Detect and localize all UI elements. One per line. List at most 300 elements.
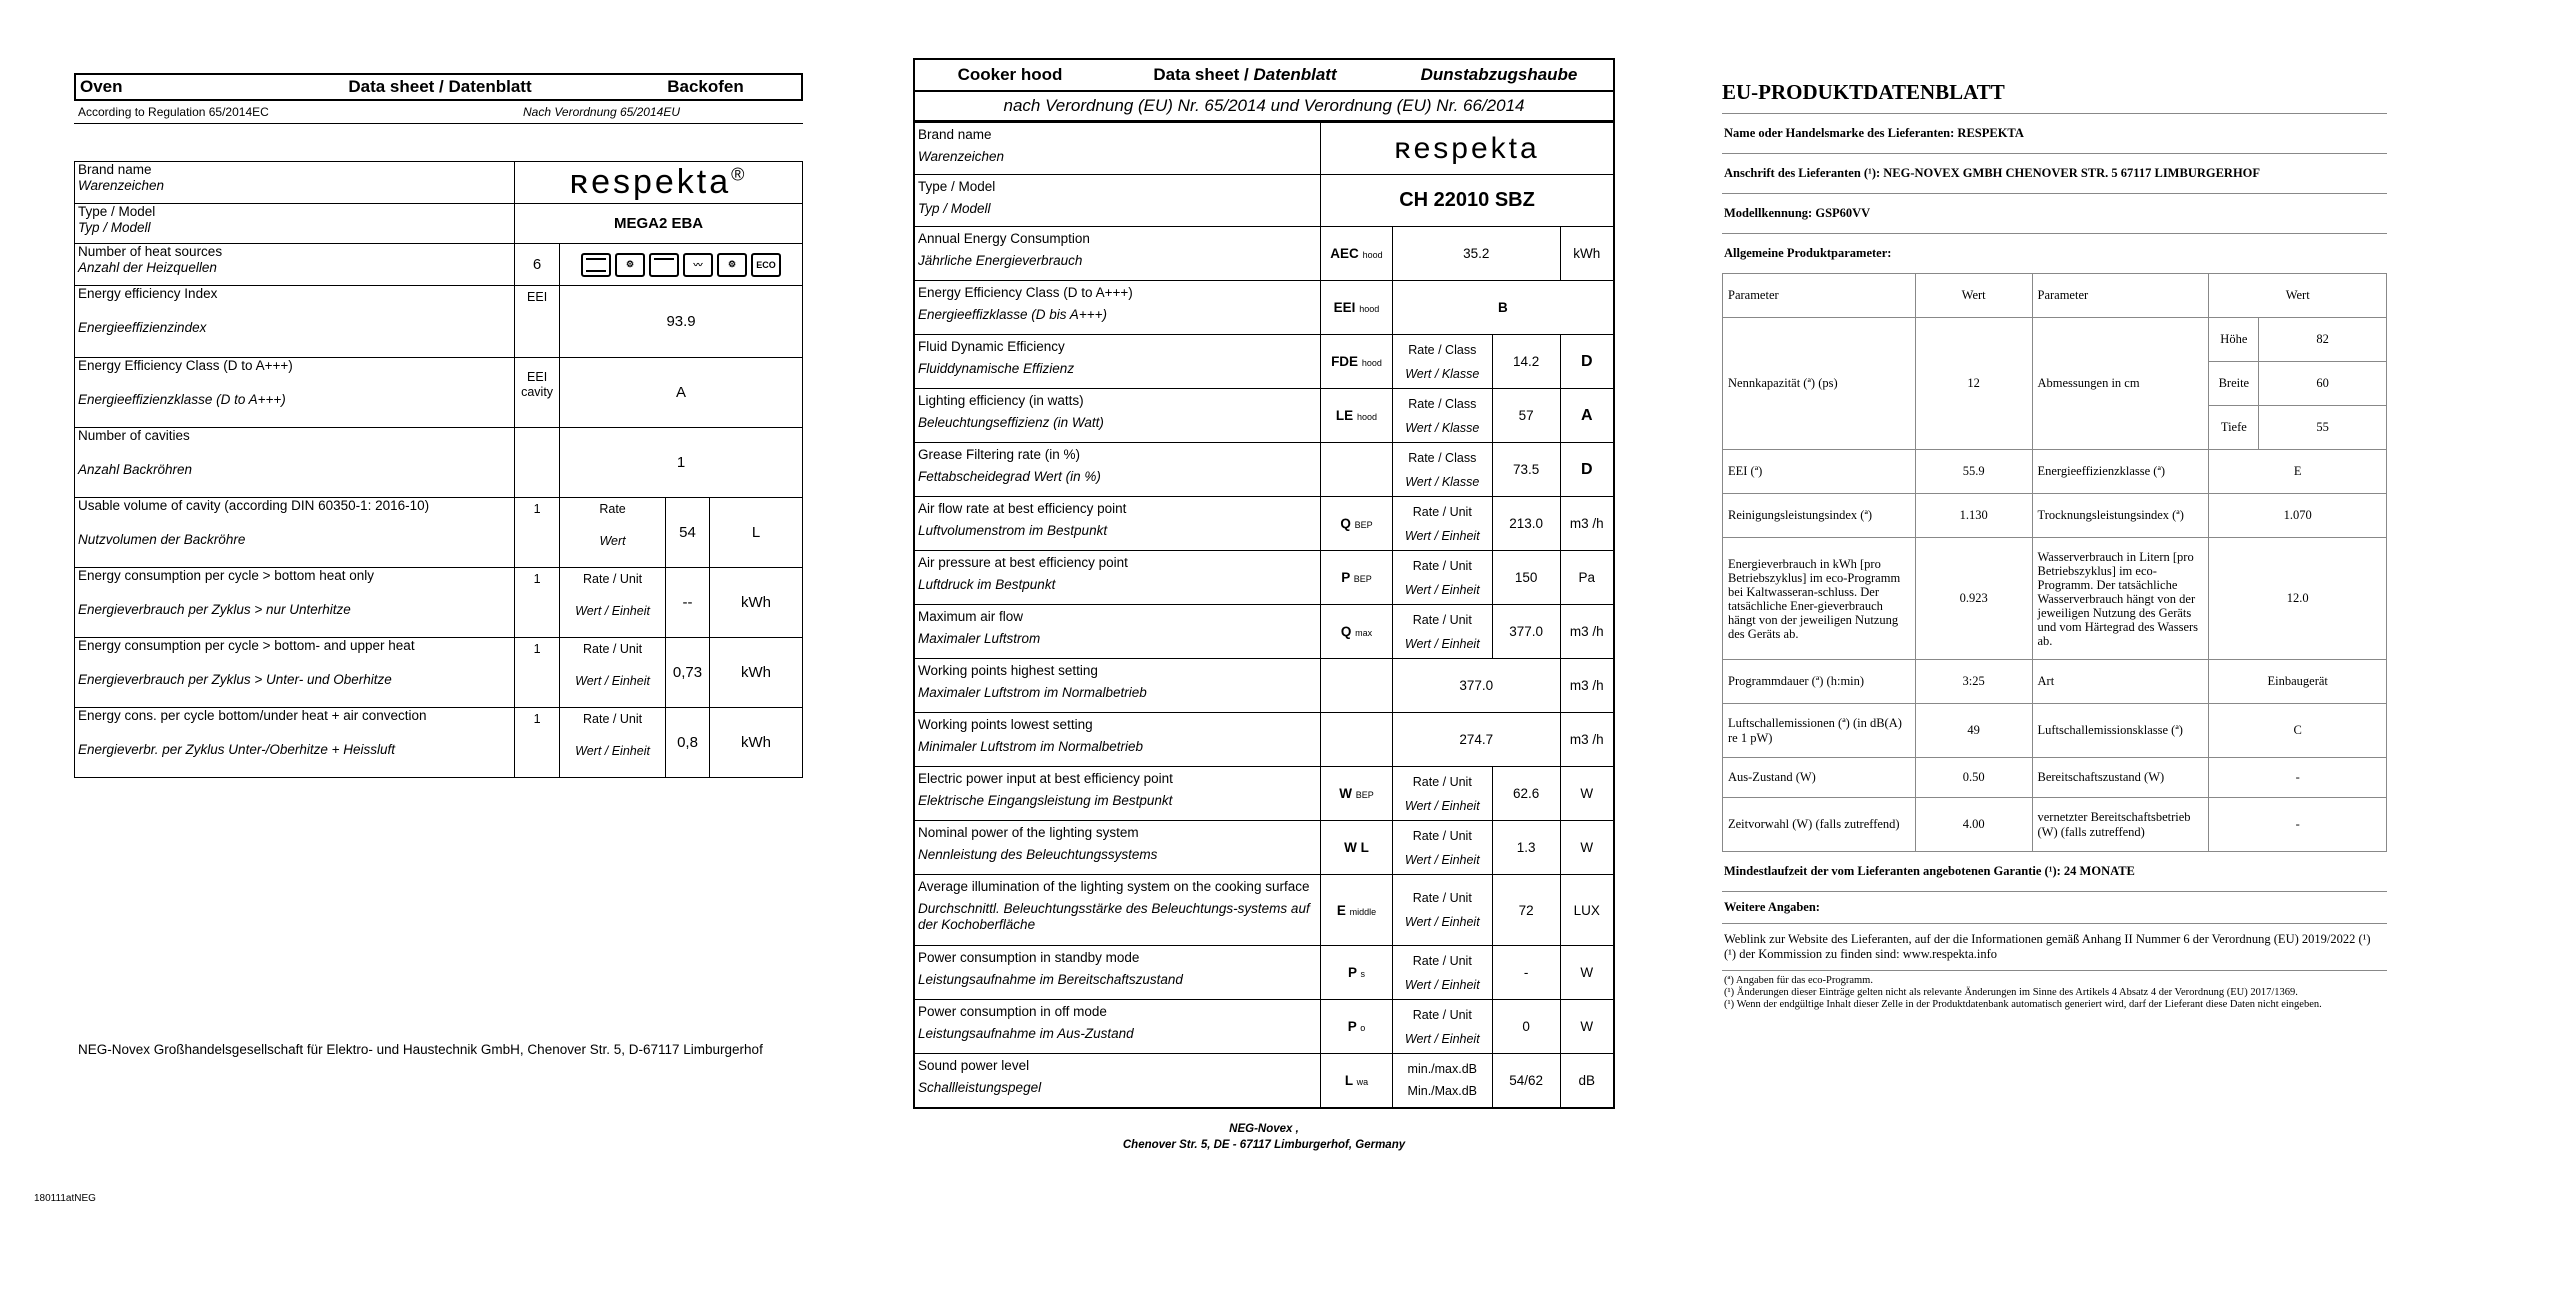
label-en: Annual Energy Consumption: [918, 231, 1090, 246]
oven-title-bar: [74, 73, 803, 101]
row-value: 54/62: [1492, 1054, 1560, 1108]
oven-row-brand: [75, 162, 803, 204]
ec1-value: --: [666, 568, 710, 638]
breite-label: Breite: [2209, 362, 2259, 406]
hood-footer-line1: NEG-Novex ,: [1229, 1122, 1299, 1135]
tli-label: Trocknungsleistungsindex (ª): [2032, 494, 2209, 538]
hood-cell: [914, 443, 1321, 497]
label-en: Type / Model: [78, 204, 156, 219]
label-de: Energieverbrauch per Zyklus > Unter- und Oberhitze: [78, 672, 392, 687]
label-de: Minimaler Luftstrom im Normalbetrieb: [918, 739, 1144, 754]
hood-regulation: nach Verordnung (EU) Nr. 65/2014 und Verordnung (EU) Nr. 66/2014: [913, 92, 1615, 122]
hood-title-center-a: Data sheet /: [1153, 65, 1254, 84]
garantie-label: Mindestlaufzeit der vom Lieferanten angebotenen Garantie (¹):: [1724, 864, 2064, 878]
oven-row-volume: [75, 498, 803, 568]
oven-row-ec2: [75, 638, 803, 708]
hood-cell: [1392, 335, 1492, 389]
ev-label: Energieverbrauch in kWh [pro Betriebszyklus] im eco-Programm bei Kaltwasseran-schluss. Der tatsächliche Ener-gieverbrauch hängt von der jeweiligen Nutzung des Geräts ab.: [1723, 538, 1916, 660]
label-de: Nutzvolumen der Backröhre: [78, 532, 246, 547]
cavities-value: 1: [560, 428, 803, 498]
label-de: Leistungsaufnahme im Aus-Zustand: [918, 1026, 1134, 1041]
label-de: Luftvolumenstrom im Bestpunkt: [918, 523, 1108, 538]
wert-label: Wert: [599, 534, 626, 548]
label-de: Maximaler Luftstrom im Normalbetrieb: [918, 685, 1147, 700]
wert-einheit-label: Wert / Einheit: [575, 604, 650, 618]
row-unit: W: [1560, 1000, 1614, 1054]
row-symbol: W: [1339, 786, 1352, 801]
row-unit: kWh: [1560, 227, 1614, 281]
hood-title-left: Cooker hood: [957, 65, 1063, 84]
hood-cell: [1392, 389, 1492, 443]
label-en: Energy consumption per cycle > bottom- and upper heat: [78, 638, 415, 653]
row-symbol-sub: s: [1360, 969, 1365, 979]
label-en: Average illumination of the lighting system on the cooking surface: [918, 879, 1310, 894]
oven-title-left: Oven: [80, 77, 123, 96]
eei-label: EEI (ª): [1723, 450, 1916, 494]
oven-row-cavities: [75, 428, 803, 498]
hood-row: [914, 821, 1614, 875]
row-symbol: Q: [1340, 624, 1352, 639]
hood-table: [913, 122, 1615, 1109]
label-en: Sound power level: [918, 1058, 1030, 1073]
oven-row-eei: [75, 286, 803, 358]
hood-row: [914, 335, 1614, 389]
row-value: 73.5: [1492, 443, 1560, 497]
rate-unit-label: Rate / Unit: [1412, 1007, 1472, 1022]
rate-unit-label: Rate / Unit: [1412, 953, 1472, 968]
rate-unit-label: Rate / Unit: [583, 642, 643, 656]
row-value: 274.7: [1392, 713, 1560, 767]
hood-row: [914, 281, 1614, 335]
hood-cell: [1392, 1000, 1492, 1054]
row-unit: m3 /h: [1560, 659, 1614, 713]
row-symbol-sub: hood: [1362, 250, 1383, 260]
hood-cell: [914, 227, 1321, 281]
label-de: Energieverbrauch per Zyklus > nur Unterhitze: [78, 602, 351, 617]
label-de: Warenzeichen: [918, 149, 1005, 164]
hood-cell: [1321, 605, 1393, 659]
rate-class-label: Rate / Class: [1408, 342, 1477, 357]
oven-model: MEGA2 EBA: [515, 204, 803, 244]
hood-cell: [914, 659, 1321, 713]
hood-cell: [1321, 713, 1393, 767]
hood-row: [914, 946, 1614, 1000]
label-de: Warenzeichen: [78, 178, 165, 193]
hood-title-bar: [913, 58, 1615, 92]
oven-row-model: [75, 204, 803, 244]
rate-label: Rate: [599, 502, 626, 516]
label-de: Energieeffizienzklasse (D to A+++): [78, 392, 286, 407]
address-label: Anschrift des Lieferanten (¹):: [1724, 166, 1884, 180]
row-symbol: E: [1336, 902, 1346, 918]
ec1-count: 1: [515, 568, 560, 638]
hood-row: [914, 227, 1614, 281]
hood-cell: [1321, 497, 1393, 551]
wert-einheit-label: Wert / Einheit: [1404, 1031, 1480, 1046]
hood-row: [914, 1000, 1614, 1054]
heat-value: 6: [515, 244, 560, 286]
label-en: Brand name: [918, 127, 992, 142]
footnote-1: (ª) Angaben für das eco-Programm.: [1724, 975, 1873, 986]
minmax-label-2: Min./Max.dB: [1407, 1084, 1478, 1099]
brand-logo: ʀespekta®: [515, 162, 803, 204]
oven-row-eec: [75, 358, 803, 428]
rli-label: Reinigungsleistungsindex (ª): [1723, 494, 1916, 538]
supplier-label: Name oder Handelsmarke des Lieferanten:: [1724, 126, 1958, 140]
label-en: Energy consumption per cycle > bottom heat only: [78, 568, 375, 583]
row-value: 0: [1492, 1000, 1560, 1054]
zv-value: 4.00: [1915, 798, 2032, 852]
eu-address: [1722, 154, 2387, 194]
wv-label: Wasserverbrauch in Litern [pro Betriebszyklus] im eco-Programm. Der tatsächliche Wasserverbrauch hängt von der jeweiligen Nutzung des Geräts und vom Härtegrad des Wassers ab.: [2032, 538, 2209, 660]
label-en: Brand name: [78, 162, 152, 177]
hood-title-center: [1105, 65, 1385, 85]
row-symbol-sub: BEP: [1354, 520, 1373, 530]
row-unit: m3 /h: [1560, 713, 1614, 767]
label-de: Typ / Modell: [918, 201, 991, 216]
eec-label: EEI cavity: [515, 358, 560, 428]
row-symbol: L: [1344, 1072, 1353, 1088]
hood-footer-line2: Chenover Str. 5, DE - 67117 Limburgerhof, Germany: [1122, 1138, 1406, 1151]
rate-unit-label: Rate / Unit: [1412, 774, 1472, 789]
hood-cell: [1321, 227, 1393, 281]
tiefe-label: Tiefe: [2209, 406, 2259, 450]
rate-unit-label: Rate / Unit: [583, 712, 643, 726]
oven-table: [74, 161, 803, 778]
hood-cell: [914, 551, 1321, 605]
label-de: Maximaler Luftstrom: [918, 631, 1041, 646]
bottom-heat-icon: [649, 253, 679, 277]
hood-cell: [1321, 335, 1393, 389]
row-symbol-sub: middle: [1349, 906, 1377, 917]
hood-row: [914, 1054, 1614, 1108]
label-en: Usable volume of cavity (according DIN 60350-1: 2016-10): [78, 498, 430, 513]
document-code: 180111atNEG: [34, 1193, 96, 1204]
wv-value: 12.0: [2209, 538, 2387, 660]
hood-row: [914, 605, 1614, 659]
label-en: Nominal power of the lighting system: [918, 825, 1139, 840]
hood-row: [914, 875, 1614, 946]
oven-row-ec1: [75, 568, 803, 638]
eek-label: Energieeffizienzklasse (ª): [2032, 450, 2209, 494]
hood-cell: [1321, 875, 1393, 946]
row-symbol: W L: [1344, 840, 1369, 855]
aus-label: Aus-Zustand (W): [1723, 758, 1916, 798]
nenn-label: Nennkapazität (ª) (ps): [1723, 318, 1916, 450]
label-de: Fettabscheidegrad Wert (in %): [918, 469, 1101, 484]
hoehe-value: 82: [2259, 318, 2387, 362]
row-value: -: [1492, 946, 1560, 1000]
label-en: Air pressure at best efficiency point: [918, 555, 1128, 570]
row-unit: W: [1560, 767, 1614, 821]
hood-cell: [1392, 443, 1492, 497]
hood-row: [914, 443, 1614, 497]
rate-unit-label: Rate / Unit: [1412, 891, 1472, 905]
wert-klasse-label: Wert / Klasse: [1405, 474, 1480, 489]
oven-title-center: Data sheet / Datenblatt: [348, 77, 532, 96]
row-unit: W: [1560, 946, 1614, 1000]
hood-cell: [1321, 767, 1393, 821]
hood-cell: [1321, 281, 1393, 335]
convection-icon: ⚙: [717, 253, 747, 277]
ec2-unit: kWh: [710, 638, 803, 708]
row-value: 72: [1492, 875, 1560, 946]
hood-model: CH 22010 SBZ: [1321, 175, 1614, 227]
heat-icons: [560, 244, 803, 286]
minmax-label: min./max.dB: [1407, 1062, 1478, 1077]
label-de: Energieeffizklasse (D bis A+++): [918, 307, 1107, 322]
hood-row-brand: [914, 123, 1614, 175]
label-de: Nennleistung des Beleuchtungssystems: [918, 847, 1158, 862]
label-de: Durchschnittl. Beleuchtungsstärke des Beleuchtungs-systems auf der Kochoberfläche: [918, 901, 1310, 932]
row-unit: W: [1560, 821, 1614, 875]
supplier-value: RESPEKTA: [1957, 126, 2024, 140]
hood-cell: [914, 497, 1321, 551]
row-symbol-sub: hood: [1356, 412, 1377, 422]
label-de: Beleuchtungseffizienz (in Watt): [918, 415, 1104, 430]
wert-einheit-label: Wert / Einheit: [1404, 977, 1480, 992]
lsk-value: C: [2209, 704, 2387, 758]
row-value: 1.3: [1492, 821, 1560, 875]
wert-einheit-label: Wert / Einheit: [1404, 528, 1480, 543]
vb-value: -: [2209, 798, 2387, 852]
row-value: 150: [1492, 551, 1560, 605]
vb-label: vernetzter Bereitschaftsbetrieb (W) (falls zutreffend): [2032, 798, 2209, 852]
nenn-value: 12: [1915, 318, 2032, 450]
header-wert: Wert: [1915, 274, 2032, 318]
eu-weblink: Weblink zur Website des Lieferanten, auf der die Informationen gemäß Anhang II Nummer 6 der Verordnung (EU) 2019/2022 (¹) (¹) der Kommission zu finden sind: www.respekta.info: [1722, 924, 2387, 971]
footnote-2: (¹) Änderungen dieser Einträge gelten nicht als relevante Änderungen im Sinne des Artikels 4 Absatz 4 der Verordnung (EU) 2017/1369.: [1724, 987, 2298, 998]
row-symbol: P: [1341, 570, 1350, 585]
zv-label: Zeitvorwahl (W) (falls zutreffend): [1723, 798, 1916, 852]
ec3-unit: kWh: [710, 708, 803, 778]
row-symbol-sub: hood: [1359, 304, 1380, 314]
model-label: Modellkennung:: [1724, 206, 1816, 220]
ber-value: -: [2209, 758, 2387, 798]
pd-label: Programmdauer (ª) (h:min): [1723, 660, 1916, 704]
row-value: 35.2: [1392, 227, 1560, 281]
rli-value: 1.130: [1915, 494, 2032, 538]
row-symbol: EEI: [1333, 300, 1356, 315]
lse-label: Luftschallemissionen (ª) (in dB(A) re 1 pW): [1723, 704, 1916, 758]
hood-cell: [1321, 821, 1393, 875]
hood-cell: [914, 1054, 1321, 1108]
volume-unit: L: [710, 498, 803, 568]
row-unit: A: [1560, 389, 1614, 443]
tli-value: 1.070: [2209, 494, 2387, 538]
label-de: Anzahl Backröhren: [78, 462, 193, 477]
hood-row: [914, 713, 1614, 767]
footnote-3: (¹) Wenn der endgültige Inhalt dieser Zelle in der Produktdatenbank automatisch generiert wird, darf der Lieferant diese Daten nicht eingeben.: [1724, 999, 2322, 1010]
hood-cell: [1392, 605, 1492, 659]
rate-unit-label: Rate / Unit: [1412, 504, 1472, 519]
label-en: Electric power input at best efficiency point: [918, 771, 1173, 786]
ec2-value: 0,73: [666, 638, 710, 708]
eco-icon: ECO: [751, 253, 781, 277]
header-param-2: Parameter: [2032, 274, 2209, 318]
wert-einheit-label: Wert / Einheit: [1404, 582, 1480, 597]
hood-cell: [1392, 875, 1492, 946]
hood-cell: [1321, 1054, 1393, 1108]
hood-cell: [1321, 443, 1393, 497]
label-de: Energieeffizienzindex: [78, 320, 207, 335]
abm-label: Abmessungen in cm: [2032, 318, 2209, 450]
rate-unit-label: Rate / Unit: [1412, 612, 1472, 627]
hood-footer: [913, 1121, 1615, 1153]
label-en: Number of heat sources: [78, 244, 223, 259]
label-en: Air flow rate at best efficiency point: [918, 501, 1127, 516]
pd-value: 3:25: [1915, 660, 2032, 704]
label-en: Working points highest setting: [918, 663, 1098, 678]
lse-value: 49: [1915, 704, 2032, 758]
hood-row: [914, 497, 1614, 551]
label-de: Jährliche Energieverbrauch: [918, 253, 1083, 268]
header-param: Parameter: [1723, 274, 1916, 318]
label-en: Number of cavities: [78, 428, 190, 443]
hood-cell: [1392, 551, 1492, 605]
rate-unit-label: Rate / Unit: [1412, 828, 1472, 843]
hood-title-center-b: Datenblatt: [1253, 65, 1337, 84]
row-value: 62.6: [1492, 767, 1560, 821]
hood-cell: [1321, 551, 1393, 605]
eek-value: E: [2209, 450, 2387, 494]
row-symbol-sub: hood: [1361, 358, 1382, 368]
hood-cell: [914, 281, 1321, 335]
label-en: Power consumption in off mode: [918, 1004, 1107, 1019]
ev-value: 0.923: [1915, 538, 2032, 660]
volume-count: 1: [515, 498, 560, 568]
row-value: 57: [1492, 389, 1560, 443]
aus-value: 0.50: [1915, 758, 2032, 798]
eu-title: EU-PRODUKTDATENBLATT: [1722, 80, 2387, 114]
label-de: Schallleistungspegel: [918, 1080, 1042, 1095]
wert-einheit-label: Wert / Einheit: [1404, 915, 1480, 929]
eec-value: A: [560, 358, 803, 428]
hoehe-label: Höhe: [2209, 318, 2259, 362]
label-de: Leistungsaufnahme im Bereitschaftszustand: [918, 972, 1183, 987]
row-symbol: P: [1347, 1019, 1357, 1034]
hood-row: [914, 551, 1614, 605]
hood-cell: [914, 767, 1321, 821]
eu-datasheet: [1722, 80, 2387, 1015]
eu-param-table: [1722, 273, 2387, 852]
eei-value: 93.9: [560, 286, 803, 358]
label-de: Anzahl der Heizquellen: [78, 260, 217, 275]
hood-row-model: [914, 175, 1614, 227]
ec3-value: 0,8: [666, 708, 710, 778]
rate-class-label: Rate / Class: [1408, 450, 1477, 465]
hood-cell: [1321, 946, 1393, 1000]
hood-cell: [914, 1000, 1321, 1054]
art-value: Einbaugerät: [2209, 660, 2387, 704]
rate-class-label: Rate / Class: [1408, 396, 1477, 411]
row-unit: D: [1560, 443, 1614, 497]
wert-einheit-label: Wert / Einheit: [575, 744, 650, 758]
hood-cell: [1392, 821, 1492, 875]
row-unit: m3 /h: [1560, 497, 1614, 551]
eu-general: Allgemeine Produktparameter:: [1724, 246, 1892, 260]
breite-value: 60: [2259, 362, 2387, 406]
oven-title-right: Backofen: [667, 77, 744, 96]
label-de: Luftdruck im Bestpunkt: [918, 577, 1056, 592]
row-value: 14.2: [1492, 335, 1560, 389]
oven-row-ec3: [75, 708, 803, 778]
volume-value: 54: [666, 498, 710, 568]
row-symbol-sub: max: [1355, 628, 1373, 638]
oven-header: [74, 73, 803, 124]
eu-footnotes: [1722, 971, 2387, 1015]
hood-cell: [914, 335, 1321, 389]
hood-cell: [914, 605, 1321, 659]
wert-einheit-label: Wert / Einheit: [1404, 798, 1480, 813]
row-symbol: P: [1347, 965, 1357, 980]
address-value: NEG-NOVEX GMBH CHENOVER STR. 5 67117 LIMBURGERHOF: [1883, 166, 2261, 180]
wert-einheit-label: Wert / Einheit: [1404, 852, 1480, 867]
row-value: 377.0: [1492, 605, 1560, 659]
row-symbol-sub: o: [1360, 1023, 1366, 1033]
fan-grill-icon: ⚙: [615, 253, 645, 277]
ec2-count: 1: [515, 638, 560, 708]
ec1-unit: kWh: [710, 568, 803, 638]
hood-brand-logo: ʀespekta: [1321, 123, 1614, 175]
hood-cell: [914, 946, 1321, 1000]
eei-value: 55.9: [1915, 450, 2032, 494]
row-unit: dB: [1560, 1054, 1614, 1108]
row-value: B: [1392, 281, 1614, 335]
label-en: Fluid Dynamic Efficiency: [918, 339, 1065, 354]
label-en: Energy Efficiency Class (D to A+++): [918, 285, 1133, 300]
wert-einheit-label: Wert / Einheit: [1404, 636, 1480, 651]
hood-cell: [1392, 767, 1492, 821]
row-unit: Pa: [1560, 551, 1614, 605]
tiefe-value: 55: [2259, 406, 2387, 450]
row-symbol-sub: BEP: [1353, 574, 1372, 584]
hood-cell: [1392, 1054, 1492, 1108]
oven-footer: NEG-Novex Großhandelsgesellschaft für Elektro- und Haustechnik GmbH, Chenover Str. 5, D-67117 Limburgerhof: [78, 1042, 763, 1057]
hood-row: [914, 389, 1614, 443]
rate-unit-label: Rate / Unit: [1412, 558, 1472, 573]
hood-cell: [914, 821, 1321, 875]
row-unit: LUX: [1560, 875, 1614, 946]
hood-row: [914, 767, 1614, 821]
oven-reg-de: Nach Verordnung 65/2014EU: [523, 105, 680, 119]
label-en: Power consumption in standby mode: [918, 950, 1140, 965]
wert-einheit-label: Wert / Einheit: [575, 674, 650, 688]
label-en: Maximum air flow: [918, 609, 1024, 624]
label-en: Energy efficiency Index: [78, 286, 218, 301]
label-en: Energy cons. per cycle bottom/under heat + air convection: [78, 708, 427, 723]
hood-sheet: [913, 58, 1615, 1153]
eu-garantie: [1722, 852, 2387, 892]
hood-cell: [1321, 1000, 1393, 1054]
eu-weitere: Weitere Angaben:: [1722, 892, 2387, 924]
oven-regulation: [74, 101, 803, 124]
garantie-value: 24 MONATE: [2063, 864, 2135, 878]
model-value: GSP60VV: [1815, 206, 1871, 220]
label-de: Fluiddynamische Effizienz: [918, 361, 1075, 376]
row-symbol-sub: BEP: [1355, 790, 1374, 800]
row-symbol: LE: [1335, 408, 1354, 423]
hood-cell: [914, 875, 1321, 946]
header-wert-2: Wert: [2209, 274, 2387, 318]
eu-model: [1722, 194, 2387, 234]
hood-cell: [1321, 389, 1393, 443]
hood-title-right: Dunstabzugshaube: [1420, 65, 1578, 84]
label-en: Lighting efficiency (in watts): [918, 393, 1084, 408]
row-symbol: AEC: [1330, 246, 1359, 261]
row-value: 377.0: [1392, 659, 1560, 713]
ber-label: Bereitschaftszustand (W): [2032, 758, 2209, 798]
